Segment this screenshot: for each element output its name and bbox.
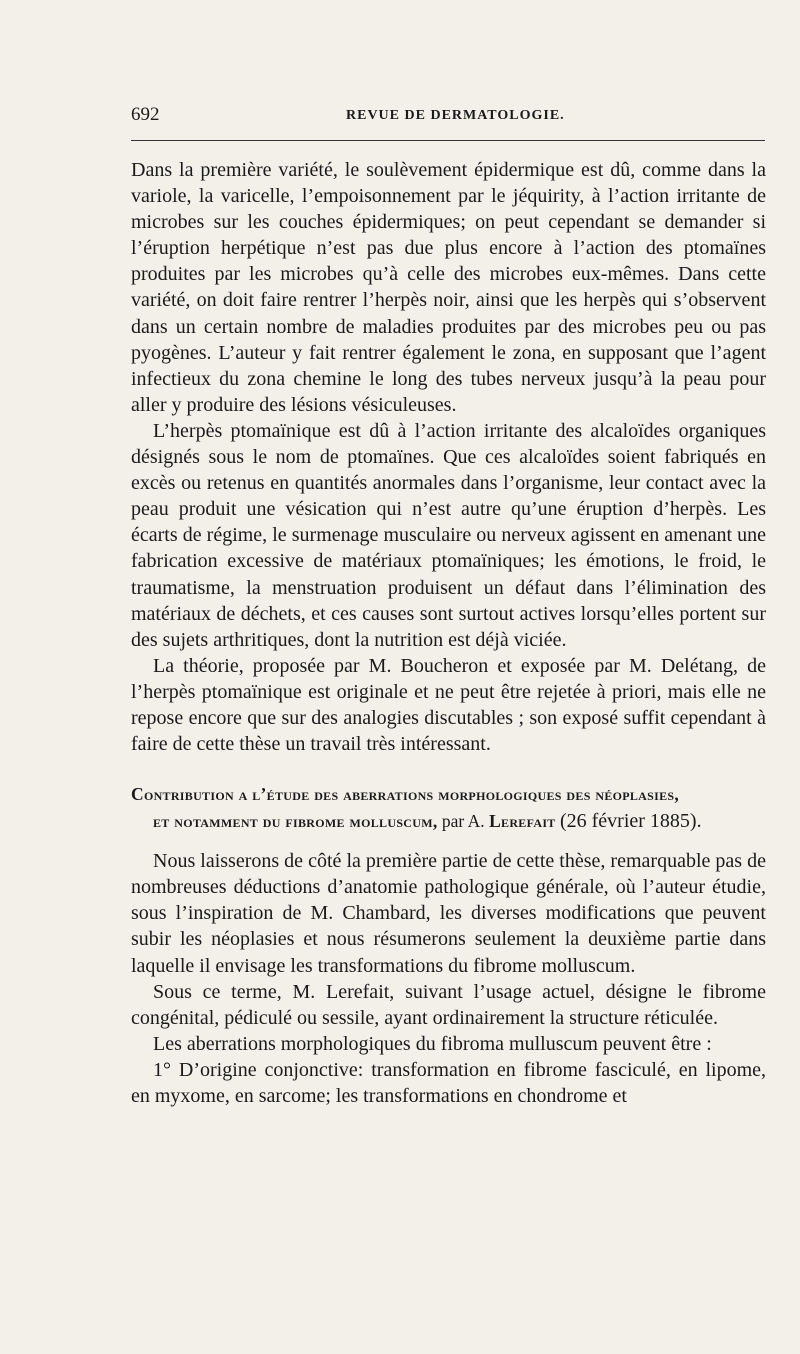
page-number: 692 [131, 104, 160, 125]
heading-by: par A. [441, 810, 490, 831]
paragraph-first-part: Nous laisserons de côté la première partie de cette thèse, remarquable pas de nombreuses déductions d’anatomie pathologique générale, où l’auteur étudie, sous l’inspiration de M. Chambard, les diverses modifications que peuvent subir les néoplasies et nous résumerons seulement la deuxième partie dans laquelle il envisage les transformations du fibrome molluscum. [131, 850, 766, 977]
heading-title-line2: et notamment du fibrome molluscum, [153, 810, 438, 831]
section-heading [131, 781, 766, 834]
heading-line2 [131, 808, 766, 835]
paragraph-aberrations: Les aberrations morphologiques du fibroma mulluscum peuvent être : [153, 1032, 712, 1055]
running-head [131, 104, 766, 130]
header-rule [131, 140, 765, 141]
paragraph-first-variety: Dans la première variété, le soulèvement épidermique est dû, comme dans la variole, la varicelle, l’empoisonnement par le jéquirity, à l’action irritante de microbes sur les couches épidermiques; on peut cependant se demander si l’éruption herpétique n’est pas due plus encore à l’action des ptomaïnes produites par les microbes qu’à celle des microbes eux-mêmes. Dans cette variété, on doit faire rentrer l’herpès noir, ainsi que les herpès qui s’observent dans un certain nombre de maladies produites par des microbes peu ou pas pyogènes. L’auteur y fait rentrer également le zona, en supposant que l’agent infectieux du zona chemine le long des tubes nerveux jusqu’à la peau pour aller y produire des lésions vésiculeuses. [131, 159, 766, 416]
journal-title: REVUE DE DERMATOLOGIE. [346, 108, 565, 123]
heading-author: Lerefait [489, 810, 556, 831]
paragraph-definition: Sous ce terme, M. Lerefait, suivant l’usage actuel, désigne le fibrome congénital, pédiculé ou sessile, ayant ordinairement la structure réticulée. [131, 980, 766, 1029]
heading-date: (26 février 1885). [559, 809, 702, 832]
page-body [131, 157, 766, 1109]
heading-title-line1: Contribution a l’étude des aberrations morphologiques des néoplasies, [131, 784, 680, 805]
paragraph-ptomaine-herpes: L’herpès ptomaïnique est dû à l’action irritante des alcaloïdes organiques désignés sous le nom de ptomaïnes. Que ces alcaloïdes soient fabriqués en excès ou retenus en quantités anormales dans l’organisme, leur contact avec la peau produit une vésication qui n’est autre qu’une éruption d’herpès. Les écarts de régime, le surmenage musculaire ou nerveux agissent en amenant une fabrication excessive de matériaux ptomaïniques; les émotions, le froid, le traumatisme, la menstruation produisent un défaut dans l’élimination des matériaux de déchets, et ces causes sont surtout actives lorsqu’elles portent sur des sujets arthritiques, dont la nutrition est déjà viciée. [131, 419, 766, 651]
paragraph-theory: La théorie, proposée par M. Boucheron et exposée par M. Delétang, de l’herpès ptomaïnique est originale et ne peut être rejetée à priori, mais elle ne repose encore que sur des analogies discutables ; son exposé suffit cependant à faire de cette thèse un travail très intéressant. [131, 654, 766, 756]
paragraph-connective-origin: 1° D’origine conjonctive: transformation en fibrome fasciculé, en lipome, en myxome, en sarcome; les transformations en chondrome et [131, 1058, 766, 1107]
